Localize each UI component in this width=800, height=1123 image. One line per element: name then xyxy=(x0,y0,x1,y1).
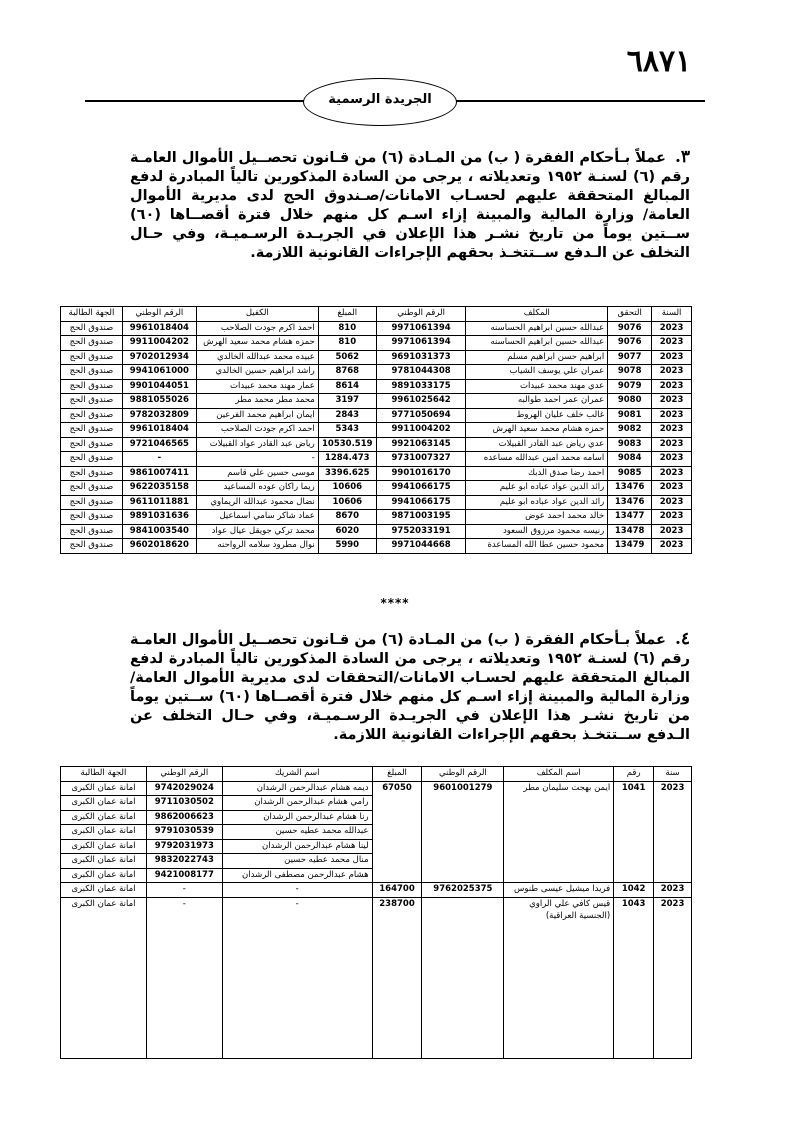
cell-national-id: 9601001279 xyxy=(422,781,504,883)
table-row xyxy=(61,394,692,409)
cell-national-id: 9871003195 xyxy=(376,510,466,525)
cell-verification: 9080 xyxy=(608,394,652,409)
cell-requesting-party: صندوق الحج xyxy=(61,336,123,351)
cell-taxpayer: رائد الدين عواد عباده ابو عليم xyxy=(466,481,608,496)
cell-national-id xyxy=(422,897,504,1058)
col-header-national-id: الرقم الوطني xyxy=(422,767,504,782)
cell-guarantor-national-id: 9941061000 xyxy=(122,365,196,380)
table-row xyxy=(61,539,692,554)
cell-amount: 10606 xyxy=(318,495,376,510)
cell-requesting-party: صندوق الحج xyxy=(61,481,123,496)
section-2-paragraph xyxy=(130,630,690,745)
cell-year: 2023 xyxy=(652,321,692,336)
cell-requesting-party: صندوق الحج xyxy=(61,365,123,380)
table-row xyxy=(61,510,692,525)
table-row xyxy=(61,524,692,539)
cell-year: 2023 xyxy=(652,510,692,525)
cell-guarantor: رياض عبد القادر عواد القبيلات xyxy=(196,437,318,452)
cell-number: 1042 xyxy=(614,883,654,898)
cell-year: 2023 xyxy=(652,336,692,351)
cell-guarantor-national-id: 9721046565 xyxy=(122,437,196,452)
cell-verification: 9085 xyxy=(608,466,652,481)
table-row xyxy=(61,379,692,394)
gazette-header-oval xyxy=(303,78,457,126)
table-row xyxy=(61,365,692,380)
cell-year: 2023 xyxy=(652,437,692,452)
cell-amount: 5343 xyxy=(318,423,376,438)
cell-requesting-party: صندوق الحج xyxy=(61,437,123,452)
cell-national-id: 9921063145 xyxy=(376,437,466,452)
cell-taxpayer: خالد محمد احمد عوض xyxy=(466,510,608,525)
table-row xyxy=(61,481,692,496)
table-row xyxy=(61,781,692,796)
table-row xyxy=(61,452,692,467)
gazette-title: الجريدة الرسمية xyxy=(328,92,432,107)
cell-verification: 9078 xyxy=(608,365,652,380)
cell-guarantor: عماد شاكر سامي اسماعيل xyxy=(196,510,318,525)
cell-partner-name: رامي هشام عبدالرحمن الرشدان xyxy=(222,796,372,811)
cell-year: 2023 xyxy=(652,524,692,539)
cell-requesting-party: امانة عمان الكبرى xyxy=(61,839,147,854)
cell-national-id: 9911004202 xyxy=(376,423,466,438)
cell-verification: 13476 xyxy=(608,481,652,496)
cell-guarantor-national-id: 9861007411 xyxy=(122,466,196,481)
cell-guarantor: عبيده محمد عبدالله الخالدي xyxy=(196,350,318,365)
cell-amount: 164700 xyxy=(372,883,422,898)
cell-taxpayer: رنيسه محمود مرزوق السعود xyxy=(466,524,608,539)
cell-taxpayer: عبدالله حسين ابراهيم الحساسنه xyxy=(466,321,608,336)
section-2-text: عملاً بـأحكام الفقرة ( ب) من المـادة (٦) من قـانون تحصــيل الأموال العامـة رقم (٦) لسنـة ١٩٥٢ وتعديلاته ، يرجى من السادة المذكورين تالياً المبادرة لدفع المبالغ المتحققة عليهم لحسـاب الامانات/التحققات لدى مديرية الأموال العامة/ وزارة المالية والمبينة إزاء اسـم كل منهم خلال فترة أقصــاها (٦٠) ســتين يوماً من تاريخ نشـر هذا الإعلان في الجريـدة الرسـميـة، وفي حـال التخلف عن الـدفع ســتتخـذ بحقهم الإجراءات القانونية اللازمة. xyxy=(130,632,690,743)
cell-national-id: 9971061394 xyxy=(376,336,466,351)
cell-guarantor: حمزه هشام محمد سعيد الهرش xyxy=(196,336,318,351)
taxpayer-name-line: قيس كافي علي الراوي xyxy=(529,898,611,909)
cell-taxpayer: رائد الدين عواد عباده ابو عليم xyxy=(466,495,608,510)
cell-requesting-party: صندوق الحج xyxy=(61,423,123,438)
cell-requesting-party: صندوق الحج xyxy=(61,524,123,539)
cell-guarantor-national-id: 9961018404 xyxy=(122,423,196,438)
col-header-partner-national-id: الرقم الوطني xyxy=(146,767,222,782)
cell-amount: 10530.519 xyxy=(318,437,376,452)
table-row xyxy=(61,466,692,481)
table-row xyxy=(61,350,692,365)
table-row xyxy=(61,336,692,351)
cell-amount: 8768 xyxy=(318,365,376,380)
cell-guarantor: نوال مطرود سلامه الرواحنه xyxy=(196,539,318,554)
col-header-number: رقم xyxy=(614,767,654,782)
cell-verification: 9076 xyxy=(608,321,652,336)
cell-year: 2023 xyxy=(654,897,692,1058)
cell-requesting-party: امانة عمان الكبرى xyxy=(61,796,147,811)
col-header-year: سنة xyxy=(654,767,692,782)
cell-year: 2023 xyxy=(652,379,692,394)
cell-requesting-party: صندوق الحج xyxy=(61,495,123,510)
table-2 xyxy=(60,766,692,1059)
cell-national-id: 9762025375 xyxy=(422,883,504,898)
cell-guarantor: محمد مطر محمد مطر xyxy=(196,394,318,409)
cell-national-id: 9691031373 xyxy=(376,350,466,365)
cell-guarantor: موسى حسين علي قاسم xyxy=(196,466,318,481)
cell-partner-national-id: 9421008177 xyxy=(146,868,222,883)
table-row xyxy=(61,883,692,898)
cell-year: 2023 xyxy=(652,466,692,481)
cell-guarantor: احمد اكرم جودت الصلاحب xyxy=(196,321,318,336)
table-row xyxy=(61,897,692,1058)
cell-verification: 13479 xyxy=(608,539,652,554)
cell-partner-name: هشام عبدالرحمن مصطفى الرشدان xyxy=(222,868,372,883)
col-header-national-id: الرقم الوطني xyxy=(376,307,466,322)
cell-taxpayer-name: فريدا ميشيل عيسى طنوس xyxy=(504,883,614,898)
cell-guarantor: احمد اكرم جودت الصلاحب xyxy=(196,423,318,438)
cell-taxpayer: عبدالله حسين ابراهيم الحساسنه xyxy=(466,336,608,351)
col-header-taxpayer-name: اسم المكلف xyxy=(504,767,614,782)
cell-partner-national-id: 9832022743 xyxy=(146,854,222,869)
cell-partner-national-id: - xyxy=(146,883,222,898)
cell-requesting-party: امانة عمان الكبرى xyxy=(61,825,147,840)
cell-requesting-party: صندوق الحج xyxy=(61,510,123,525)
cell-guarantor: راشد ابراهيم حسين الخالدي xyxy=(196,365,318,380)
cell-amount: 3396.625 xyxy=(318,466,376,481)
col-header-year: السنة xyxy=(652,307,692,322)
cell-verification: 9079 xyxy=(608,379,652,394)
cell-year: 2023 xyxy=(654,883,692,898)
table-2-body xyxy=(61,781,692,1058)
cell-national-id: 9901016170 xyxy=(376,466,466,481)
cell-partner-national-id: 9711030502 xyxy=(146,796,222,811)
cell-taxpayer: حمزه هشام محمد سعيد الهرش xyxy=(466,423,608,438)
table-row xyxy=(61,437,692,452)
cell-amount: 3197 xyxy=(318,394,376,409)
cell-taxpayer-name: ايمن بهجت سليمان مطر xyxy=(504,781,614,883)
cell-guarantor-national-id: 9702012934 xyxy=(122,350,196,365)
col-header-guarantor: الكفيل xyxy=(196,307,318,322)
cell-guarantor-national-id: 9841003540 xyxy=(122,524,196,539)
page-number: ٦٨٧١ xyxy=(626,44,692,79)
table-row xyxy=(61,423,692,438)
cell-partner-name: ديمه هشام عبدالرحمن الرشدان xyxy=(222,781,372,796)
cell-amount: 8670 xyxy=(318,510,376,525)
cell-guarantor-national-id: 9602018620 xyxy=(122,539,196,554)
cell-national-id: 9941066175 xyxy=(376,495,466,510)
col-header-amount: المبلغ xyxy=(318,307,376,322)
cell-taxpayer: عمران عمر احمد طوالبه xyxy=(466,394,608,409)
cell-verification: 9077 xyxy=(608,350,652,365)
cell-taxpayer: محمود حسين عطا الله المساعدة xyxy=(466,539,608,554)
cell-partner-name: رنا هشام عبدالرحمن الرشدان xyxy=(222,810,372,825)
cell-verification: 13476 xyxy=(608,495,652,510)
cell-requesting-party: صندوق الحج xyxy=(61,539,123,554)
cell-national-id: 9941066175 xyxy=(376,481,466,496)
table-row xyxy=(61,321,692,336)
table-2-header-row xyxy=(61,767,692,782)
cell-requesting-party: امانة عمان الكبرى xyxy=(61,868,147,883)
cell-national-id: 9971044668 xyxy=(376,539,466,554)
cell-year: 2023 xyxy=(652,394,692,409)
cell-amount: 2843 xyxy=(318,408,376,423)
cell-partner-national-id: 9862006623 xyxy=(146,810,222,825)
cell-amount: 238700 xyxy=(372,897,422,1058)
table-1-header-row xyxy=(61,307,692,322)
cell-verification: 9081 xyxy=(608,408,652,423)
cell-year: 2023 xyxy=(654,781,692,883)
cell-year: 2023 xyxy=(652,408,692,423)
cell-guarantor-national-id: 9881055026 xyxy=(122,394,196,409)
cell-requesting-party: امانة عمان الكبرى xyxy=(61,897,147,1058)
cell-verification: 9083 xyxy=(608,437,652,452)
cell-year: 2023 xyxy=(652,539,692,554)
cell-taxpayer: احمد رضا صدق الدبك xyxy=(466,466,608,481)
section-separator: **** xyxy=(380,596,410,610)
cell-national-id: 9752033191 xyxy=(376,524,466,539)
col-header-verification: التحقق xyxy=(608,307,652,322)
cell-guarantor-national-id: 9622035158 xyxy=(122,481,196,496)
cell-amount: 810 xyxy=(318,336,376,351)
cell-year: 2023 xyxy=(652,365,692,380)
cell-amount: 5062 xyxy=(318,350,376,365)
cell-year: 2023 xyxy=(652,350,692,365)
section-1-paragraph xyxy=(130,148,690,263)
cell-amount: 10606 xyxy=(318,481,376,496)
cell-requesting-party: امانة عمان الكبرى xyxy=(61,781,147,796)
cell-year: 2023 xyxy=(652,452,692,467)
col-header-requesting-party: الجهة الطالبة xyxy=(61,767,147,782)
cell-taxpayer: عدي رياض عبد القادر القبيلات xyxy=(466,437,608,452)
cell-verification: 13478 xyxy=(608,524,652,539)
cell-year: 2023 xyxy=(652,423,692,438)
col-header-requesting-party: الجهة الطالبة xyxy=(61,307,123,322)
cell-national-id: 9961025642 xyxy=(376,394,466,409)
cell-amount: 6020 xyxy=(318,524,376,539)
cell-guarantor-national-id: 9891031636 xyxy=(122,510,196,525)
cell-partner-name: منال محمد عطيه حسين xyxy=(222,854,372,869)
cell-taxpayer: اسامه محمد امين عبدالله مساعده xyxy=(466,452,608,467)
cell-partner-name: عبدالله محمد عطيه حسين xyxy=(222,825,372,840)
col-header-partner-name: اسم الشريك xyxy=(222,767,372,782)
cell-requesting-party: صندوق الحج xyxy=(61,379,123,394)
cell-verification: 9076 xyxy=(608,336,652,351)
cell-requesting-party: امانة عمان الكبرى xyxy=(61,854,147,869)
table-row xyxy=(61,495,692,510)
cell-guarantor: - xyxy=(196,452,318,467)
cell-verification: 13477 xyxy=(608,510,652,525)
cell-amount: 1284.473 xyxy=(318,452,376,467)
cell-partner-national-id: - xyxy=(146,897,222,1058)
cell-guarantor: ايمان ابراهيم محمد الفرعين xyxy=(196,408,318,423)
cell-guarantor-national-id: 9901044051 xyxy=(122,379,196,394)
cell-requesting-party: صندوق الحج xyxy=(61,452,123,467)
cell-guarantor-national-id: 9782032809 xyxy=(122,408,196,423)
cell-partner-national-id: 9742029024 xyxy=(146,781,222,796)
cell-amount: 67050 xyxy=(372,781,422,883)
cell-requesting-party: صندوق الحج xyxy=(61,394,123,409)
cell-national-id: 9891033175 xyxy=(376,379,466,394)
cell-guarantor: محمد تركي جويقل عيال عواد xyxy=(196,524,318,539)
cell-verification: 9084 xyxy=(608,452,652,467)
cell-guarantor: ريما راكان عوده المساعيد xyxy=(196,481,318,496)
cell-amount: 5990 xyxy=(318,539,376,554)
cell-taxpayer: عدي مهند محمد عبيدات xyxy=(466,379,608,394)
section-2-number: ٤. xyxy=(674,629,691,649)
section-1-text: عملاً بـأحكام الفقرة ( ب) من المـادة (٦) من قـانون تحصــيل الأموال العامـة رقم (٦) لسنـة ١٩٥٢ وتعديلاته ، يرجى من السادة المذكورين تالياً المبادرة لدفع المبالغ المتحققة عليهم لحسـاب الامانات/صـندوق الحج لدى مديرية الأموال العامة/ وزارة المالية والمبينة إزاء اسـم كل منهم خلال فترة أقصــاها (٦٠) ســتين يوماً من تاريخ نشـر هذا الإعلان في الجريـدة الرسـميـة، وفي حـال التخلف عن الـدفع ســتتخـذ بحقهم الإجراءات القانونية اللازمة. xyxy=(130,150,690,261)
cell-number: 1041 xyxy=(614,781,654,883)
cell-partner-name: لينا هشام عبدالرحمن الرشدان xyxy=(222,839,372,854)
cell-year: 2023 xyxy=(652,495,692,510)
cell-national-id: 9771050694 xyxy=(376,408,466,423)
cell-verification: 9082 xyxy=(608,423,652,438)
col-header-amount: المبلغ xyxy=(372,767,422,782)
cell-number: 1043 xyxy=(614,897,654,1058)
col-header-taxpayer: المكلف xyxy=(466,307,608,322)
table-1-body xyxy=(61,321,692,553)
cell-taxpayer-name xyxy=(504,897,614,1058)
cell-partner-name: - xyxy=(222,883,372,898)
cell-guarantor-national-id: 9611011881 xyxy=(122,495,196,510)
cell-guarantor: عمار مهند محمد عبيدات xyxy=(196,379,318,394)
table-1 xyxy=(60,306,692,554)
cell-guarantor: نضال محمود عبدالله الريماوي xyxy=(196,495,318,510)
cell-partner-national-id: 9792031973 xyxy=(146,839,222,854)
cell-requesting-party: صندوق الحج xyxy=(61,466,123,481)
cell-requesting-party: صندوق الحج xyxy=(61,408,123,423)
cell-taxpayer: ابراهيم حسن ابراهيم مسلم xyxy=(466,350,608,365)
cell-requesting-party: امانة عمان الكبرى xyxy=(61,883,147,898)
cell-partner-name: - xyxy=(222,897,372,1058)
cell-taxpayer: غالب خلف عليان الهروط xyxy=(466,408,608,423)
cell-guarantor-national-id: 9911004202 xyxy=(122,336,196,351)
cell-taxpayer: عمران علي يوسف الشياب xyxy=(466,365,608,380)
taxpayer-nationality-line: (الجنسية العراقية) xyxy=(545,910,611,921)
cell-requesting-party: صندوق الحج xyxy=(61,350,123,365)
cell-requesting-party: امانة عمان الكبرى xyxy=(61,810,147,825)
cell-amount: 810 xyxy=(318,321,376,336)
cell-national-id: 9731007327 xyxy=(376,452,466,467)
cell-national-id: 9781044308 xyxy=(376,365,466,380)
cell-guarantor-national-id: - xyxy=(122,452,196,467)
section-1-number: ٣. xyxy=(674,147,691,167)
cell-partner-national-id: 9791030539 xyxy=(146,825,222,840)
cell-guarantor-national-id: 9961018404 xyxy=(122,321,196,336)
col-header-guarantor-national-id: الرقم الوطني xyxy=(122,307,196,322)
table-row xyxy=(61,408,692,423)
cell-year: 2023 xyxy=(652,481,692,496)
cell-requesting-party: صندوق الحج xyxy=(61,321,123,336)
cell-amount: 8614 xyxy=(318,379,376,394)
cell-national-id: 9971061394 xyxy=(376,321,466,336)
